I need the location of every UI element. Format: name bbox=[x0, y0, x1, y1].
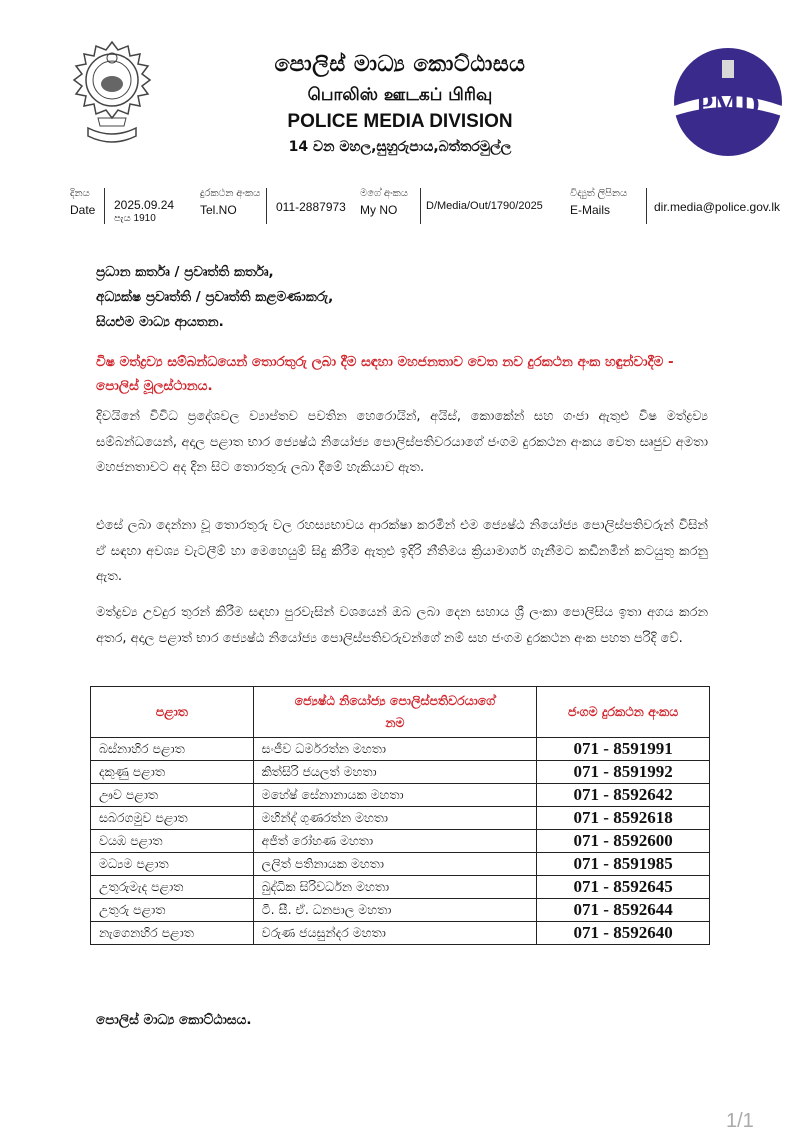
name-cell: බුද්ධික සිරිවර්ධන මහතා bbox=[253, 876, 537, 899]
addressee-block bbox=[96, 260, 333, 335]
tel-label: දුරකථන අංකය Tel.NO bbox=[200, 188, 261, 217]
myno-value: D/Media/Out/1790/2025 bbox=[426, 200, 543, 212]
police-crest-icon bbox=[68, 40, 156, 160]
signoff: පොලිස් මාධ්‍ය කොට්ඨාසය. bbox=[96, 1012, 252, 1028]
table-header-row bbox=[91, 687, 710, 738]
phone-cell: 071 - 8592642 bbox=[537, 784, 710, 807]
addressee-line: සියළුම මාධ්‍ය ආයතන. bbox=[96, 314, 224, 330]
divider bbox=[646, 188, 653, 224]
header-province: පළාත bbox=[91, 687, 254, 738]
table-row bbox=[91, 784, 710, 807]
addressee-line: අධ්‍යක්ෂ ප්‍රවෘත්ති / ප්‍රවෘත්ති කළමණාකරු, bbox=[96, 289, 334, 305]
reference-row bbox=[70, 188, 790, 226]
name-cell: ලලිත් පතිනායක මහතා bbox=[253, 853, 537, 876]
province-cell: සබරගමුව පළාත bbox=[91, 807, 254, 830]
addressee-line: ප්‍රධාන කර්තෘ / ප්‍රවෘත්ති කර්තෘ, bbox=[96, 264, 274, 280]
letterhead-titles bbox=[200, 52, 600, 155]
name-cell: මහින්ද් ගුණරත්න මහතා bbox=[253, 807, 537, 830]
phone-cell: 071 - 8592644 bbox=[537, 899, 710, 922]
province-cell: ඌව පළාත bbox=[91, 784, 254, 807]
name-cell: සංජීව ධර්මරත්න මහතා bbox=[253, 738, 537, 761]
table-row bbox=[91, 807, 710, 830]
name-cell: ටී. සී. ඒ. ධනපාල මහතා bbox=[253, 899, 537, 922]
name-cell: අජිත් රෝහණ මහතා bbox=[253, 830, 537, 853]
province-cell: නැගෙනහිර පළාත bbox=[91, 922, 254, 945]
title-english: POLICE MEDIA DIVISION bbox=[287, 111, 513, 132]
tel-value: 011-2887973 bbox=[276, 200, 346, 214]
phone-cell: 071 - 8591985 bbox=[537, 853, 710, 876]
phone-cell: 071 - 8592600 bbox=[537, 830, 710, 853]
email-label: විද්‍යුත් ලිපිනය E-Mails bbox=[570, 188, 628, 217]
letterhead bbox=[0, 0, 800, 180]
province-cell: මධ්‍යම පළාත bbox=[91, 853, 254, 876]
divider bbox=[266, 188, 273, 224]
date-label: දිනය Date bbox=[70, 188, 96, 217]
phone-cell: 071 - 8592645 bbox=[537, 876, 710, 899]
table-row bbox=[91, 830, 710, 853]
header-name: ජ්‍යෙෂ්ඨ නියෝජ්‍ය පොලිස්පතිවරයාගේ නම bbox=[253, 687, 537, 738]
email-value: dir.media@police.gov.lk bbox=[654, 200, 781, 214]
province-cell: බස්නාහිර පළාත bbox=[91, 738, 254, 761]
phone-cell: 071 - 8592640 bbox=[537, 922, 710, 945]
name-cell: වරුණ ජයසුන්දර මහතා bbox=[253, 922, 537, 945]
dig-contact-table bbox=[90, 686, 710, 945]
table-row bbox=[91, 738, 710, 761]
title-sinhala: පොලිස් මාධ්‍ය කොට්ඨාසය bbox=[274, 52, 526, 77]
table-row bbox=[91, 853, 710, 876]
province-cell: වයඹ පළාත bbox=[91, 830, 254, 853]
subject-heading: විෂ මත්ද්‍රව්‍ය සම්බන්ධයෙන් තොරතුරු ලබා දීම සඳහා මහජනතාව වෙත නව දුරකථන අංක හඳුන්වාදීම - පොලිස් මූලස්ථානය. bbox=[96, 354, 674, 394]
date-time: පැය 1910 bbox=[114, 213, 156, 224]
phone-cell: 071 - 8592618 bbox=[537, 807, 710, 830]
office-address: 14 වන මහල,සුහුරුපාය,බත්තරමුල්ල bbox=[288, 139, 512, 155]
province-cell: උතුරුමැද පළාත bbox=[91, 876, 254, 899]
table-row bbox=[91, 922, 710, 945]
title-tamil: பொலிஸ் ஊடகப் பிரிவு bbox=[307, 85, 493, 105]
myno-label: මගේ අංකය My NO bbox=[360, 188, 408, 217]
table-row bbox=[91, 899, 710, 922]
name-cell: කිත්සිරි ජයලත් මහතා bbox=[253, 761, 537, 784]
header-mobile: ජංගම දුරකථන අංකය bbox=[537, 687, 710, 738]
page-indicator: 1/1 bbox=[726, 1110, 754, 1132]
province-cell: උතුරු පළාත bbox=[91, 899, 254, 922]
divider bbox=[104, 188, 111, 224]
name-cell: මහේෂ් සේනානායක මහතා bbox=[253, 784, 537, 807]
pmd-logo-text: PMD bbox=[696, 90, 760, 121]
date-value: 2025.09.24 bbox=[114, 198, 175, 212]
body-paragraph: මත්ද්‍රව්‍ය උවදුර තුරන් කිරීම සඳහා පුරවැසින් වශයෙන් ඔබ ලබා දෙන සහාය ශ්‍රී ලංකා පොලිසිය ඉතා අගය කරන අතර, අදාල පළාත් භාර ජ්‍යෙෂ්ඨ නියෝජ්‍ය පොලිස්පතිවරුවන්ගේ නම් සහ ජංගම දුරකථන අංක පහත පරිදි වේ. bbox=[96, 605, 708, 646]
phone-cell: 071 - 8591992 bbox=[537, 761, 710, 784]
phone-cell: 071 - 8591991 bbox=[537, 738, 710, 761]
body-paragraph: එසේ ලබා දෙන්නා වූ තොරතුරු වල රහස්‍යභාවය ආරක්ෂා කරමින් එම ජ්‍යෙෂ්ඨ නියෝජ්‍ය පොලිස්පතිවරුන් විසින් ඒ සඳහා අවශ්‍ය වැටලීම් හා මෙහෙයුම් සිදු කිරීම ඇතුළු ඉදිරි නීතිමය ක්‍රියාමාර්ග ගැනීමට කඩිනමින් කටයුතු කරනු ඇත. bbox=[96, 518, 708, 584]
table-row bbox=[91, 761, 710, 784]
pmd-logo-icon bbox=[672, 46, 784, 158]
body-paragraph: දිවයිනේ විවිධ ප්‍රදේශවල ව්‍යාප්තව පවතින හෙරොයින්, අයිස්, කොකේන් සහ ගංජා ඇතුළු විෂ මත්ද්‍රව්‍ය සම්බන්ධයෙන්, අදාල පළාත භාර ජ්‍යෙෂ්ඨ නියෝජ්‍ය පොලිස්පතිවරයාගේ ජංගම දුරකථන අංකය වෙත සෘජුව අමතා මහජනතාවට අද දින සිට තොරතුරු ලබා දීමේ හැකියාව ඇත. bbox=[96, 409, 708, 475]
table-row bbox=[91, 876, 710, 899]
province-cell: දකුණු පළාත bbox=[91, 761, 254, 784]
